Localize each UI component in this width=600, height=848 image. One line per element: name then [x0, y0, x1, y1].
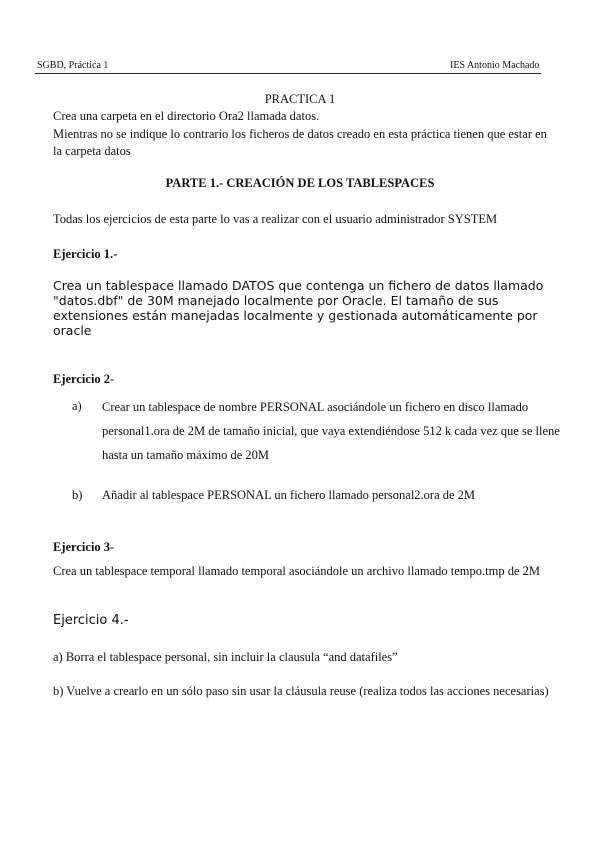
ejercicio-4-item-b: b) Vuelve a crearlo en un sólo paso sin usar la cláusula reuse (realiza todos las acciones necesarias) [53, 684, 549, 698]
ejercicio-2-item-a [72, 395, 572, 467]
header-right: IES Antonio Machado [450, 60, 540, 71]
header-left: SGBD, Práctica 1 [37, 60, 109, 71]
list-marker: b) [72, 488, 83, 502]
header-rule [35, 73, 541, 74]
section-intro: Todas los ejercicios de esta parte lo vas a realizar con el usuario administrador SYSTEM [53, 212, 498, 226]
ejercicio-1-title: Ejercicio 1.- [53, 247, 118, 261]
intro-line-1: Crea una carpeta en el directorio Ora2 llamada datos. [53, 109, 320, 123]
list-item-text: Añadir al tablespace PERSONAL un fichero llamado personal2.ora de 2M [102, 488, 476, 502]
ejercicio-3-text: Crea un tablespace temporal llamado temporal asociándole un archivo llamado tempo.tmp de 2M [53, 564, 540, 578]
ejercicio-3-title: Ejercicio 3- [53, 540, 115, 554]
ejercicio-4-title: Ejercicio 4.- [53, 613, 129, 628]
ejercicio-2-item-b [72, 487, 572, 507]
ejercicio-2-title: Ejercicio 2- [53, 372, 115, 386]
section-title: PARTE 1.- CREACIÓN DE LOS TABLESPACES [165, 176, 435, 190]
ejercicio-1-text: Crea un tablespace llamado DATOS que contenga un fichero de datos llamado "datos.dbf" de 30M manejado localmente por Oracle. El tamaño de sus extensiones están manejadas localmente y gestionada automáticamente por oracle [53, 278, 544, 338]
ejercicio-4-item-a: a) Borra el tablespace personal, sin incluir la clausula “and datafiles” [53, 650, 398, 664]
list-marker: a) [72, 399, 82, 413]
intro-line-2: Mientras no se indique lo contrario los ficheros de datos creado en esta práctica tienen que estar en la carpeta datos [53, 127, 547, 158]
list-item-text: Crear un tablespace de nombre PERSONAL asociándole un fichero en disco llamado personal1.ora de 2M de tamaño inicial, que vaya extendiéndose 512 k cada vez que se llene hasta un tamaño máximo de 20M [102, 400, 560, 462]
page-title: PRACTICA 1 [264, 92, 336, 106]
